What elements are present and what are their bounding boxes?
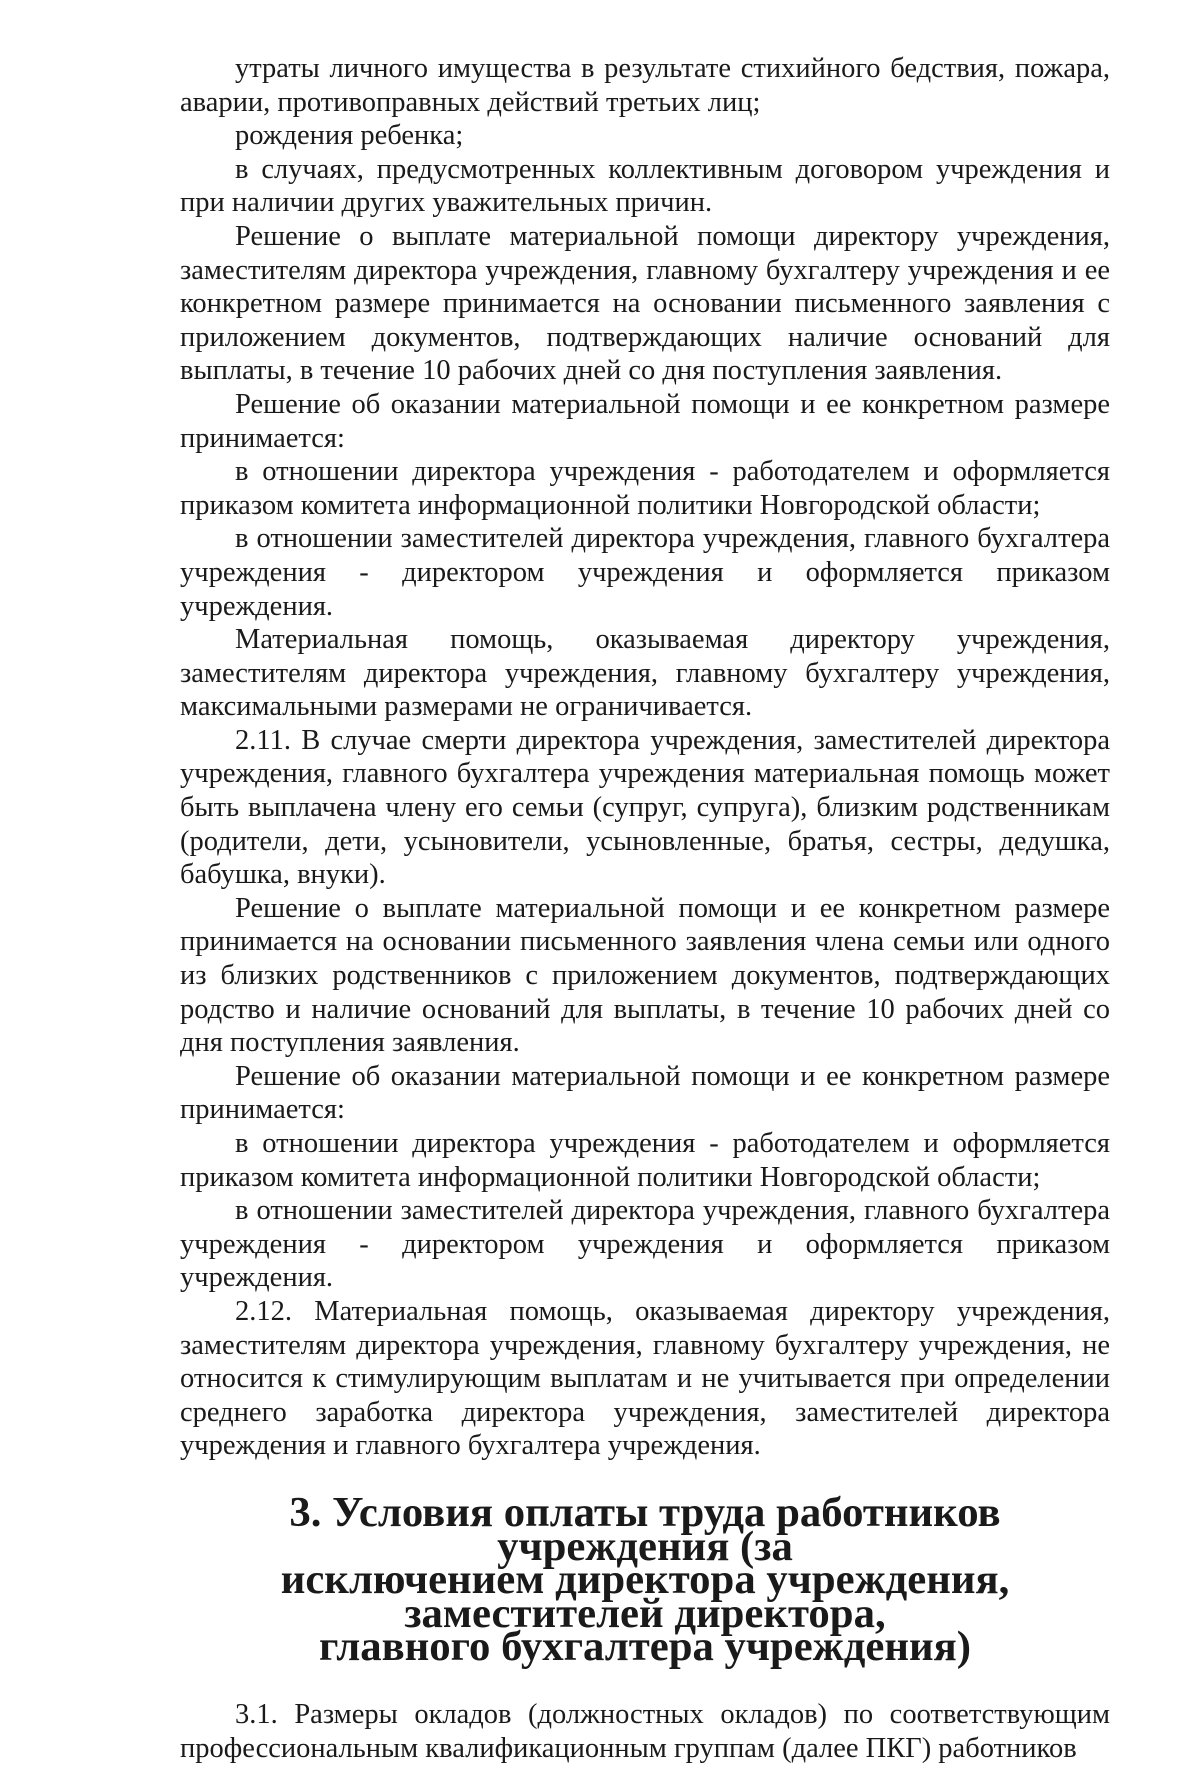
paragraph-payment-decision: Решение о выплате материальной помощи директору учреждения, заместителям директора учреждения, главному бухгалтеру учреждения и ее конкретном размере принимается на основании письменного заявления с приложением документов, подтверждающих наличие оснований для выплаты, в течение 10 рабочих дней со дня поступления заявления. — [180, 220, 1110, 387]
paragraph-no-max-limit: Материальная помощь, оказываемая директору учреждения, заместителям директора учреждения, главному бухгалтеру учреждения, максимальными размерами не ограничивается. — [180, 624, 1110, 723]
paragraph-deputies-order: в отношении заместителей директора учреждения, главного бухгалтера учреждения - директором учреждения и оформляется приказом учреждения. — [180, 523, 1110, 622]
paragraph-relatives-decision: Решение о выплате материальной помощи и ее конкретном размере принимается на основании письменного заявления члена семьи или одного из близких родственников с приложением документов, подтверждающих родство и наличие оснований для выплаты, в течение 10 рабочих дней со дня поступления заявления. — [180, 892, 1110, 1059]
paragraph-deputies-order-2: в отношении заместителей директора учреждения, главного бухгалтера учреждения - директором учреждения и оформляется приказом учреждения. — [180, 1195, 1110, 1294]
paragraph-child-birth: рождения ребенка; — [235, 120, 464, 152]
paragraph-other-reasons: в случаях, предусмотренных коллективным договором учреждения и при наличии других уважительных причин. — [180, 153, 1110, 219]
section-3-heading-line-1: 3. Условия оплаты труда работников учреждения (за — [289, 1488, 1001, 1570]
document-body — [180, 52, 1110, 1765]
paragraph-director-order-2: в отношении директора учреждения - работодателем и оформляется приказом комитета информационной политики Новгородской области; — [180, 1128, 1110, 1193]
section-3-heading-line-3: главного бухгалтера учреждения) — [318, 1623, 972, 1671]
paragraph-clause-3-1: 3.1. Размеры окладов (должностных окладов) по соответствующим профессиональным квалификационным группам (далее ПКГ) работников — [180, 1698, 1110, 1764]
section-3-heading — [180, 1488, 1110, 1671]
paragraph-clause-2-11: 2.11. В случае смерти директора учреждения, заместителей директора учреждения, главного бухгалтера учреждения материальная помощь может быть выплачена члену его семьи (супруг, супруга), близким родственникам (родители, дети, усыновители, усыновленные, братья, сестры, дедушка, бабушка, внуки). — [180, 724, 1110, 891]
paragraph-decision-made: Решение об оказании материальной помощи и ее конкретном размере принимается: — [180, 388, 1110, 454]
paragraph-property-loss: утраты личного имущества в результате стихийного бедствия, пожара, аварии, противоправных действий третьих лиц; — [180, 53, 1110, 118]
section-3-heading-line-2: исключением директора учреждения, заместителей директора, — [280, 1556, 1010, 1637]
paragraph-clause-2-12: 2.12. Материальная помощь, оказываемая директору учреждения, заместителям директора учреждения, главному бухгалтеру учреждения, не относится к стимулирующим выплатам и не учитывается при определении среднего заработка директора учреждения, заместителей директора учреждения и главного бухгалтера учреждения. — [180, 1295, 1110, 1462]
paragraph-director-order: в отношении директора учреждения - работодателем и оформляется приказом комитета информационной политики Новгородской области; — [180, 456, 1110, 521]
paragraph-decision-made-2: Решение об оказании материальной помощи и ее конкретном размере принимается: — [180, 1060, 1110, 1126]
